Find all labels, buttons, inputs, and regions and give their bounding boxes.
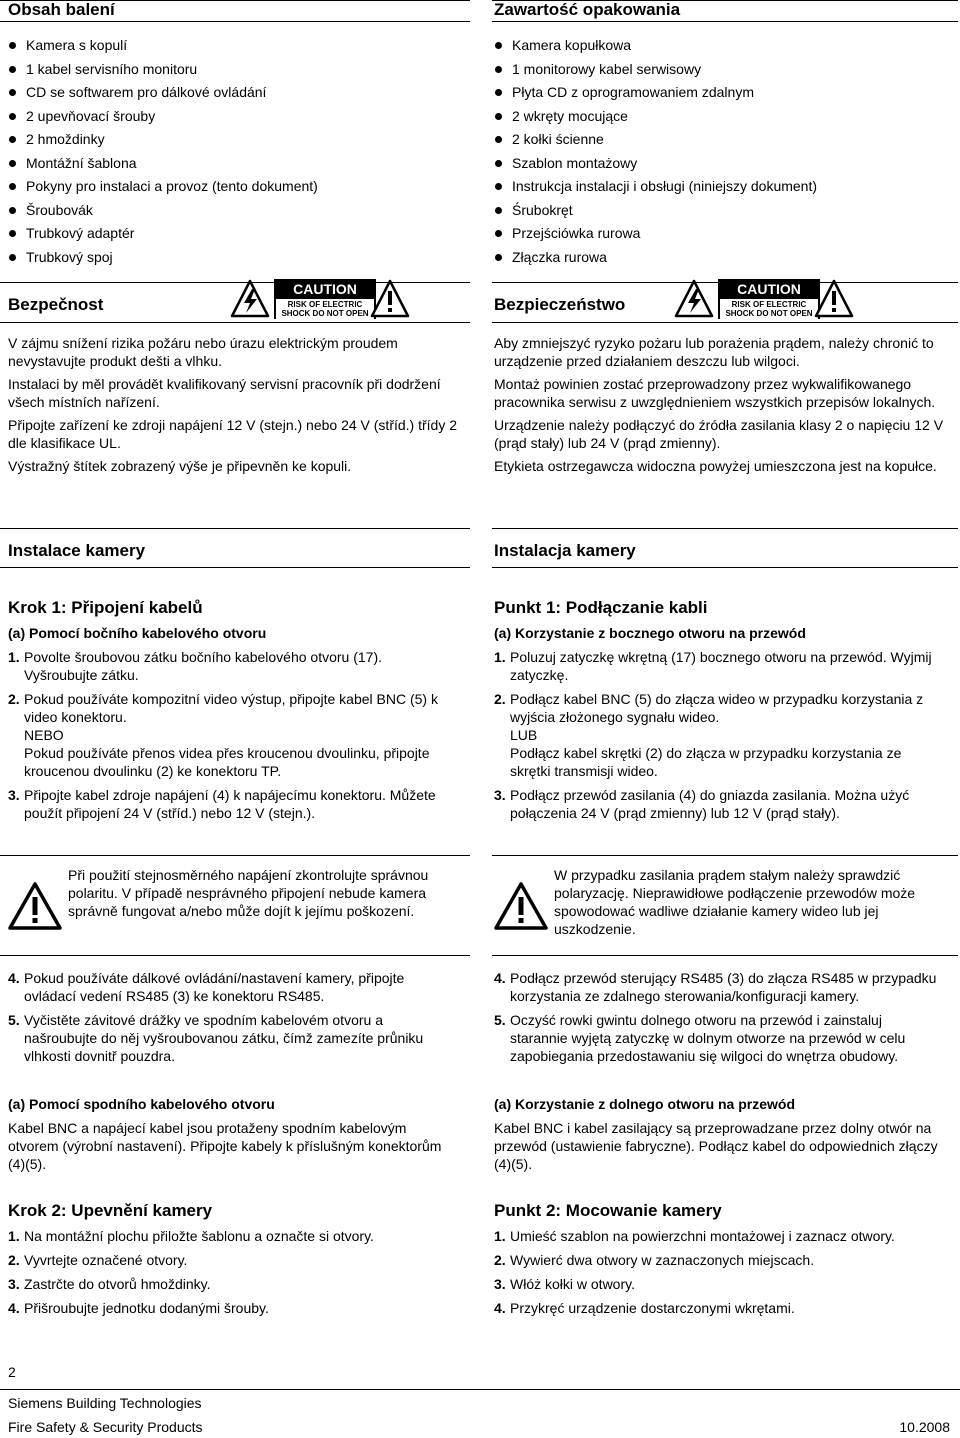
package-item-label: Trubkový adaptér [26, 225, 135, 241]
caution-label [718, 279, 820, 319]
package-item [8, 128, 318, 152]
footer-division: Fire Safety & Security Products [8, 1419, 203, 1435]
package-item [494, 58, 817, 82]
step-text: Pokud používáte dálkové ovládání/nastavení kamery, připojte ovládací vedení RS485 (3) ke konektoru RS485. [24, 970, 405, 1004]
warning-triangle-icon [8, 882, 62, 930]
bottom-hole-title: (a) Korzystanie z dolnego otworu na przewód [494, 1096, 796, 1112]
safety-text [494, 334, 944, 480]
side-hole-title: (a) Pomocí bočního kabelového otvoru [8, 625, 267, 641]
package-item [8, 199, 318, 223]
step1-title: Krok 1: Připojení kabelů [8, 598, 203, 617]
step-text: Vyčistěte závitové drážky ve spodním kabelovém otvoru a našroubujte do něj vyšroubovanou zátku, čímž zamezíte průniku vlhkosti dovnitř pouzdra. [24, 1012, 424, 1064]
step-number: 2. [8, 691, 20, 707]
step-text: Na montážní plochu přiložte šablonu a označte si otvory. [24, 1228, 374, 1244]
bottom-hole-text: Kabel BNC i kabel zasilający są przeprowadzane przez dolny otwór na przewód (ustawienie fabryczne). Podłącz kabel do odpowiednich złączy (4)(5). [494, 1120, 938, 1172]
step1-title: Punkt 1: Podłączanie kabli [494, 598, 708, 617]
package-item-label: Śrubokręt [512, 201, 573, 218]
bullet-icon [495, 89, 502, 96]
step-number: 2. [494, 1252, 506, 1268]
step-number: 3. [8, 1276, 20, 1292]
package-item [494, 34, 817, 58]
package-item-label: Šroubovák [26, 201, 93, 218]
section-rule [492, 528, 958, 529]
bullet-icon [495, 183, 502, 190]
step-number: 1. [494, 1228, 506, 1244]
warning-block [494, 866, 954, 946]
steps-mounting [494, 1227, 940, 1323]
step-item [8, 1011, 454, 1065]
caution-label [274, 279, 376, 319]
bottom-hole-text: Kabel BNC a napájecí kabel jsou protaženy spodním kabelovým otvorem (výrobní nastavení). Připojte kabely k příslušným konektorům (4)(5). [8, 1120, 442, 1172]
caution-line-1: RISK OF ELECTRIC [731, 300, 807, 309]
safety-paragraph: Výstražný štítek zobrazený výše je připevněn ke kopuli. [8, 458, 352, 474]
package-item [8, 81, 318, 105]
bullet-icon [9, 42, 16, 49]
bullet-icon [495, 42, 502, 49]
step-text: Vyvrtejte označené otvory. [24, 1252, 188, 1268]
step-number: 4. [494, 970, 506, 986]
package-item-label: Szablon montażowy [512, 154, 638, 171]
step-item [8, 969, 454, 1005]
bullet-icon [9, 89, 16, 96]
package-item-label: Trubkový spoj [26, 248, 113, 265]
package-item-label: Instrukcja instalacji i obsługi (niniejszy dokument) [512, 178, 818, 194]
bullet-icon [495, 207, 502, 214]
steps-cable [8, 969, 454, 1071]
bottom-hole-title: (a) Pomocí spodního kabelového otvoru [8, 1096, 275, 1112]
step2-title: Punkt 2: Mocowanie kamery [494, 1201, 722, 1220]
caution-line-2: SHOCK DO NOT OPEN [725, 309, 813, 318]
package-item [494, 81, 817, 105]
bullet-icon [495, 66, 502, 73]
warning-rule [492, 955, 958, 956]
step-text: Oczyść rowki gwintu dolnego otworu na przewód i zainstaluj starannie wyjętą zatyczkę w dolnym otworze na przewód w celu zapobiegania przedostawaniu się wilgoci do wnętrza obudowy. [510, 1012, 906, 1064]
step-item [494, 1299, 940, 1317]
step-text: Zastrčte do otvorů hmoždinky. [24, 1276, 211, 1292]
step-number: 4. [8, 970, 20, 986]
package-item [8, 105, 318, 129]
package-item-label: 2 upevňovací šrouby [26, 107, 156, 124]
lightning-hazard-icon [674, 279, 714, 319]
step-number: 2. [494, 691, 506, 707]
warning-triangle-icon [494, 882, 548, 930]
page-number: 2 [8, 1364, 16, 1380]
step-text: Povolte šroubovou zátku bočního kabelového otvoru (17). Vyšroubujte zátku. [24, 649, 383, 683]
safety-paragraph: Aby zmniejszyć ryzyko pożaru lub porażenia prądem, należy chronić to urządzenie przed działaniem deszczu lub wilgoci. [494, 335, 934, 369]
warning-rule [0, 955, 470, 956]
caution-title: CAUTION [737, 281, 801, 297]
step-item [8, 1275, 454, 1293]
step-number: 1. [494, 649, 506, 665]
step-item [494, 1251, 940, 1269]
steps-side-hole [494, 648, 940, 828]
package-item [8, 34, 318, 58]
exclamation-hazard-icon [370, 279, 410, 319]
package-item-label: Płyta CD z oprogramowaniem zdalnym [512, 84, 754, 100]
footer-rule [0, 1389, 960, 1390]
package-item-label: 2 wkręty mocujące [512, 107, 628, 124]
step-item [8, 1251, 454, 1269]
bullet-icon [9, 136, 16, 143]
step-text: Umieść szablon na powierzchni montażowej i zaznacz otwory. [510, 1228, 895, 1244]
package-item [494, 246, 817, 270]
safety-paragraph: Instalaci by měl provádět kvalifikovaný servisní pracovník při dodržení všech místních nařízení. [8, 376, 441, 410]
package-item-label: 2 hmoždinky [26, 131, 105, 147]
step-number: 5. [494, 1012, 506, 1028]
step-text: Podłącz kabel BNC (5) do złącza wideo w przypadku korzystania z wyjścia złożonego sygnału wideo. LUB Podłącz kabel skrętki (2) do złącza w przypadku korzystania ze skrętki transmisji wideo. [510, 691, 924, 779]
package-item [494, 152, 817, 176]
package-item-label: Przejściówka rurowa [512, 225, 641, 241]
warning-rule [0, 855, 470, 856]
safety-symbols-cz [230, 279, 410, 323]
bullet-icon [9, 207, 16, 214]
safety-paragraph: Etykieta ostrzegawcza widoczna powyżej umieszczona jest na kopułce. [494, 458, 937, 474]
bullet-icon [9, 254, 16, 261]
safety-symbols-pl [674, 279, 854, 323]
installation-title: Instalacja kamery [494, 541, 636, 560]
step-number: 1. [8, 1228, 20, 1244]
package-contents-list [8, 34, 318, 269]
steps-cable [494, 969, 940, 1071]
step-number: 3. [494, 787, 506, 803]
bullet-icon [495, 113, 502, 120]
step-text: Pokud používáte kompozitní video výstup, připojte kabel BNC (5) k video konektoru. NEBO Pokud používáte přenos videa přes kroucenou dvoulinku, připojte kroucenou dvoulinku (2) ke konektoru TP. [24, 691, 438, 779]
package-item-label: Kamera kopułkowa [512, 37, 632, 53]
bullet-icon [9, 183, 16, 190]
exclamation-hazard-icon [814, 279, 854, 319]
package-contents-list [494, 34, 817, 269]
step-text: Podłącz przewód sterujący RS485 (3) do złącza RS485 w przypadku korzystania ze zdalnego sterowania/konfiguracji kamery. [510, 970, 937, 1004]
step-item [494, 690, 940, 780]
warning-block [8, 866, 468, 946]
package-item [8, 175, 318, 199]
step-text: Podłącz przewód zasilania (4) do gniazda zasilania. Można użyć połączenia 24 V (prąd zmienny) lub 12 V (prąd stały). [510, 787, 910, 821]
caution-title: CAUTION [293, 281, 357, 297]
step-text: Připojte kabel zdroje napájení (4) k napájecímu konektoru. Můžete použít připojení 24 V (stříd.) nebo 12 V (stejn.). [24, 787, 436, 821]
lightning-hazard-icon [230, 279, 270, 319]
section-rule [492, 567, 958, 568]
package-item [494, 222, 817, 246]
step-item [494, 969, 940, 1005]
step-item [494, 648, 940, 684]
safety-paragraph: Připojte zařízení ke zdroji napájení 12 V (stejn.) nebo 24 V (stříd.) třídy 2 dle klasifikace UL. [8, 417, 457, 451]
step-text: Poluzuj zatyczkę wkrętną (17) bocznego otworu na przewód. Wyjmij zatyczkę. [510, 649, 932, 683]
step-text: Wywierć dwa otwory w zaznaczonych miejscach. [510, 1252, 815, 1268]
step-number: 5. [8, 1012, 20, 1028]
warning-rule [492, 855, 958, 856]
step-item [494, 1275, 940, 1293]
step-text: Włóż kołki w otwory. [510, 1276, 635, 1292]
package-item [494, 175, 817, 199]
side-hole-title: (a) Korzystanie z bocznego otworu na przewód [494, 625, 806, 641]
bullet-icon [9, 113, 16, 120]
safety-paragraph: Urządzenie należy podłączyć do źródła zasilania klasy 2 o napięciu 12 V (prąd stały) lub 24 V (prąd zmienny). [494, 417, 944, 451]
steps-mounting [8, 1227, 454, 1323]
step-item [494, 1227, 940, 1245]
step-item [8, 690, 454, 780]
section-rule [0, 528, 470, 529]
step-number: 4. [494, 1300, 506, 1316]
step-number: 1. [8, 649, 20, 665]
step-number: 2. [8, 1252, 20, 1268]
bullet-icon [495, 136, 502, 143]
package-item [8, 152, 318, 176]
installation-title: Instalace kamery [8, 541, 146, 560]
step-item [8, 786, 454, 822]
warning-text: W przypadku zasilania prądem stałym należy sprawdzić polaryzację. Nieprawidłowe podłączenie przewodów może spowodować wadliwe działanie kamery wideo lub jej uszkodzenie. [554, 867, 916, 937]
step2-title: Krok 2: Upevnění kamery [8, 1201, 213, 1220]
steps-side-hole [8, 648, 454, 828]
bullet-icon [495, 230, 502, 237]
section-rule [492, 21, 958, 22]
package-item-label: Kamera s kopulí [26, 37, 128, 53]
package-contents-title: Zawartość opakowania [494, 0, 681, 19]
package-item [8, 246, 318, 270]
safety-paragraph: Montaż powinien zostać przeprowadzony przez wykwalifikowanego pracownika serwisu z uwzględnieniem wszystkich przepisów lokalnych. [494, 376, 936, 410]
package-contents-title: Obsah balení [8, 0, 115, 19]
package-item [8, 222, 318, 246]
step-item [8, 1299, 454, 1317]
bullet-icon [9, 230, 16, 237]
step-number: 4. [8, 1300, 20, 1316]
safety-title: Bezpieczeństwo [494, 295, 626, 314]
bullet-icon [495, 160, 502, 167]
step-text: Přišroubujte jednotku dodanými šrouby. [24, 1300, 269, 1316]
step-number: 3. [8, 787, 20, 803]
package-item-label: 1 monitorowy kabel serwisowy [512, 60, 702, 77]
package-item-label: 2 kołki ścienne [512, 131, 604, 147]
package-item [8, 58, 318, 82]
bullet-icon [9, 160, 16, 167]
step-item [494, 1011, 940, 1065]
package-item-label: Złączka rurowa [512, 248, 607, 265]
caution-line-2: SHOCK DO NOT OPEN [281, 309, 369, 318]
safety-text [8, 334, 458, 480]
safety-paragraph: V zájmu snížení rizika požáru nebo úrazu elektrickým proudem nevystavujte produkt dešti a vlhku. [8, 335, 398, 369]
package-item-label: CD se softwarem pro dálkové ovládání [26, 84, 267, 100]
bullet-icon [495, 254, 502, 261]
package-item [494, 199, 817, 223]
package-item-label: Pokyny pro instalaci a provoz (tento dokument) [26, 178, 318, 194]
package-item [494, 128, 817, 152]
caution-line-1: RISK OF ELECTRIC [287, 300, 363, 309]
step-item [494, 786, 940, 822]
footer-company: Siemens Building Technologies [8, 1395, 202, 1411]
package-item-label: 1 kabel servisního monitoru [26, 60, 198, 77]
step-item [8, 1227, 454, 1245]
step-text: Przykręć urządzenie dostarczonymi wkrętami. [510, 1300, 795, 1316]
safety-title: Bezpečnost [8, 295, 104, 314]
section-rule [0, 567, 470, 568]
step-number: 3. [494, 1276, 506, 1292]
package-item-label: Montážní šablona [26, 154, 137, 171]
section-rule [0, 21, 470, 22]
bullet-icon [9, 66, 16, 73]
footer-date: 10.2008 [899, 1419, 950, 1435]
package-item [494, 105, 817, 129]
warning-text: Při použití stejnosměrného napájení zkontrolujte správnou polaritu. V případě nesprávného připojení nebude kamera správně fungovat a/nebo může dojít k jejímu poškození. [68, 867, 429, 919]
step-item [8, 648, 454, 684]
